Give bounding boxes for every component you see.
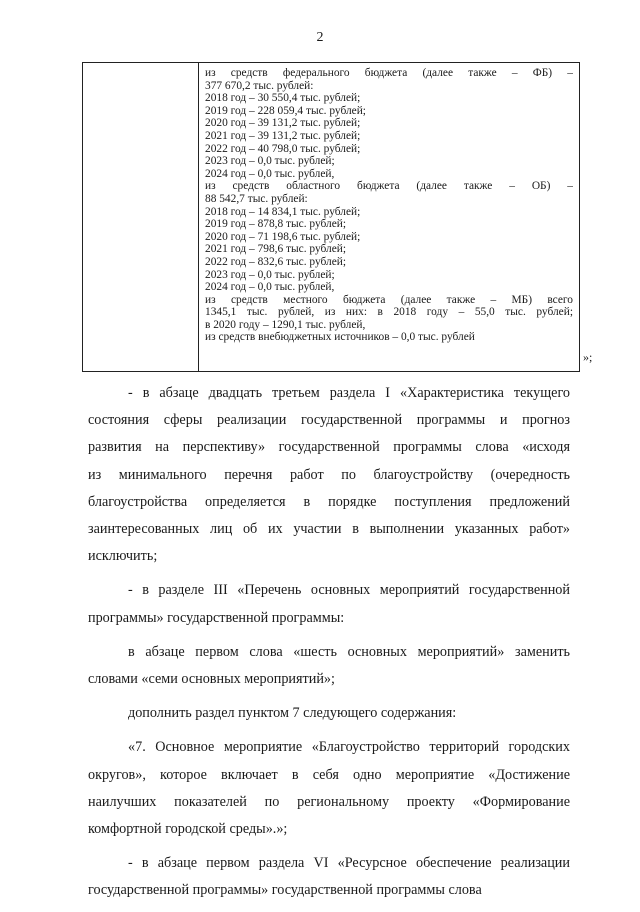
paragraph-line: заинтересованных лиц об их участии в выполнении указанных работ» <box>88 521 570 538</box>
table-line: из средств внебюджетных источников – 0,0 тыс. рублей <box>205 331 475 344</box>
table-line: из средств федерального бюджета (далее также – ФБ) – <box>205 67 573 79</box>
paragraph-line: развития на перспективу» государственной программы слова «исходя <box>88 439 570 456</box>
paragraph <box>88 577 570 631</box>
funding-table <box>82 62 580 372</box>
table-line: 2023 год – 0,0 тыс. рублей; <box>205 155 335 168</box>
table-line: 377 670,2 тыс. рублей: <box>205 79 314 92</box>
paragraph-line: наилучших показателей по региональному проекту «Формирование <box>88 793 570 810</box>
table-line: 2021 год – 39 131,2 тыс. рублей; <box>205 129 361 142</box>
closing-quote-mark: »; <box>583 350 593 364</box>
paragraph-line: - в абзаце двадцать третьем раздела I «Характеристика текущего <box>128 385 570 401</box>
paragraph <box>88 639 570 693</box>
table-line: 2020 год – 71 198,6 тыс. рублей; <box>205 230 361 243</box>
paragraph-line: словами «семи основных мероприятий»; <box>88 671 335 688</box>
paragraph-line: дополнить раздел пунктом 7 следующего содержания: <box>128 705 457 722</box>
paragraph-line: округов», которое включает в себя одно мероприятие «Достижение <box>88 766 570 783</box>
body-text <box>88 380 570 912</box>
table-line: 2019 год – 228 059,4 тыс. рублей; <box>205 104 366 117</box>
paragraph-line: исключить; <box>88 548 158 565</box>
paragraph <box>88 850 570 904</box>
table-line: 2018 год – 30 550,4 тыс. рублей; <box>205 92 361 105</box>
paragraph-line: из минимального перечня работ по благоустройству (очередность <box>88 466 570 483</box>
paragraph <box>88 700 570 727</box>
paragraph-line: благоустройства определяется в порядке поступления предложений <box>88 493 570 510</box>
table-line: в 2020 году – 1290,1 тыс. рублей, <box>205 318 366 331</box>
page-number: 2 <box>316 30 324 45</box>
table-line: 2020 год – 39 131,2 тыс. рублей; <box>205 117 361 130</box>
table-line: 1345,1 тыс. рублей, из них: в 2018 году – 55,0 тыс. рублей; <box>205 306 573 319</box>
paragraph-line: в абзаце первом слова «шесть основных мероприятий» заменить <box>128 643 570 660</box>
paragraph <box>88 380 570 570</box>
paragraph-line: состояния сферы реализации государственной программы и прогноз <box>88 412 570 429</box>
table-left-cell <box>83 63 199 371</box>
table-line: 2019 год – 878,8 тыс. рублей; <box>205 218 347 231</box>
paragraph-line: программы» государственной программы: <box>88 609 345 626</box>
table-line: из средств областного бюджета (далее также – ОБ) – <box>205 180 573 193</box>
table-line: 2023 год – 0,0 тыс. рублей; <box>205 268 335 281</box>
table-line: 2024 год – 0,0 тыс. рублей, <box>205 281 335 294</box>
paragraph-line: «7. Основное мероприятие «Благоустройство территорий городских <box>128 739 570 756</box>
table-line: 2024 год – 0,0 тыс. рублей, <box>205 167 335 180</box>
table-line: из средств местного бюджета (далее также – МБ) всего <box>205 293 573 306</box>
table-line: 2018 год – 14 834,1 тыс. рублей; <box>205 205 361 218</box>
table-right-cell <box>205 67 573 344</box>
table-line: 2022 год – 40 798,0 тыс. рублей; <box>205 142 361 155</box>
table-line: 2022 год – 832,6 тыс. рублей; <box>205 255 347 268</box>
paragraph-line: - в разделе III «Перечень основных мероприятий государственной <box>128 582 570 599</box>
paragraph-line: - в абзаце первом раздела VI «Ресурсное обеспечение реализации <box>128 855 570 872</box>
paragraph-line: государственной программы» государственной программы слова <box>88 882 482 899</box>
paragraph <box>88 734 570 843</box>
table-line: 88 542,7 тыс. рублей: <box>205 192 308 205</box>
paragraph-line: комфортной городской среды».»; <box>88 821 288 838</box>
table-line: 2021 год – 798,6 тыс. рублей; <box>205 243 347 256</box>
